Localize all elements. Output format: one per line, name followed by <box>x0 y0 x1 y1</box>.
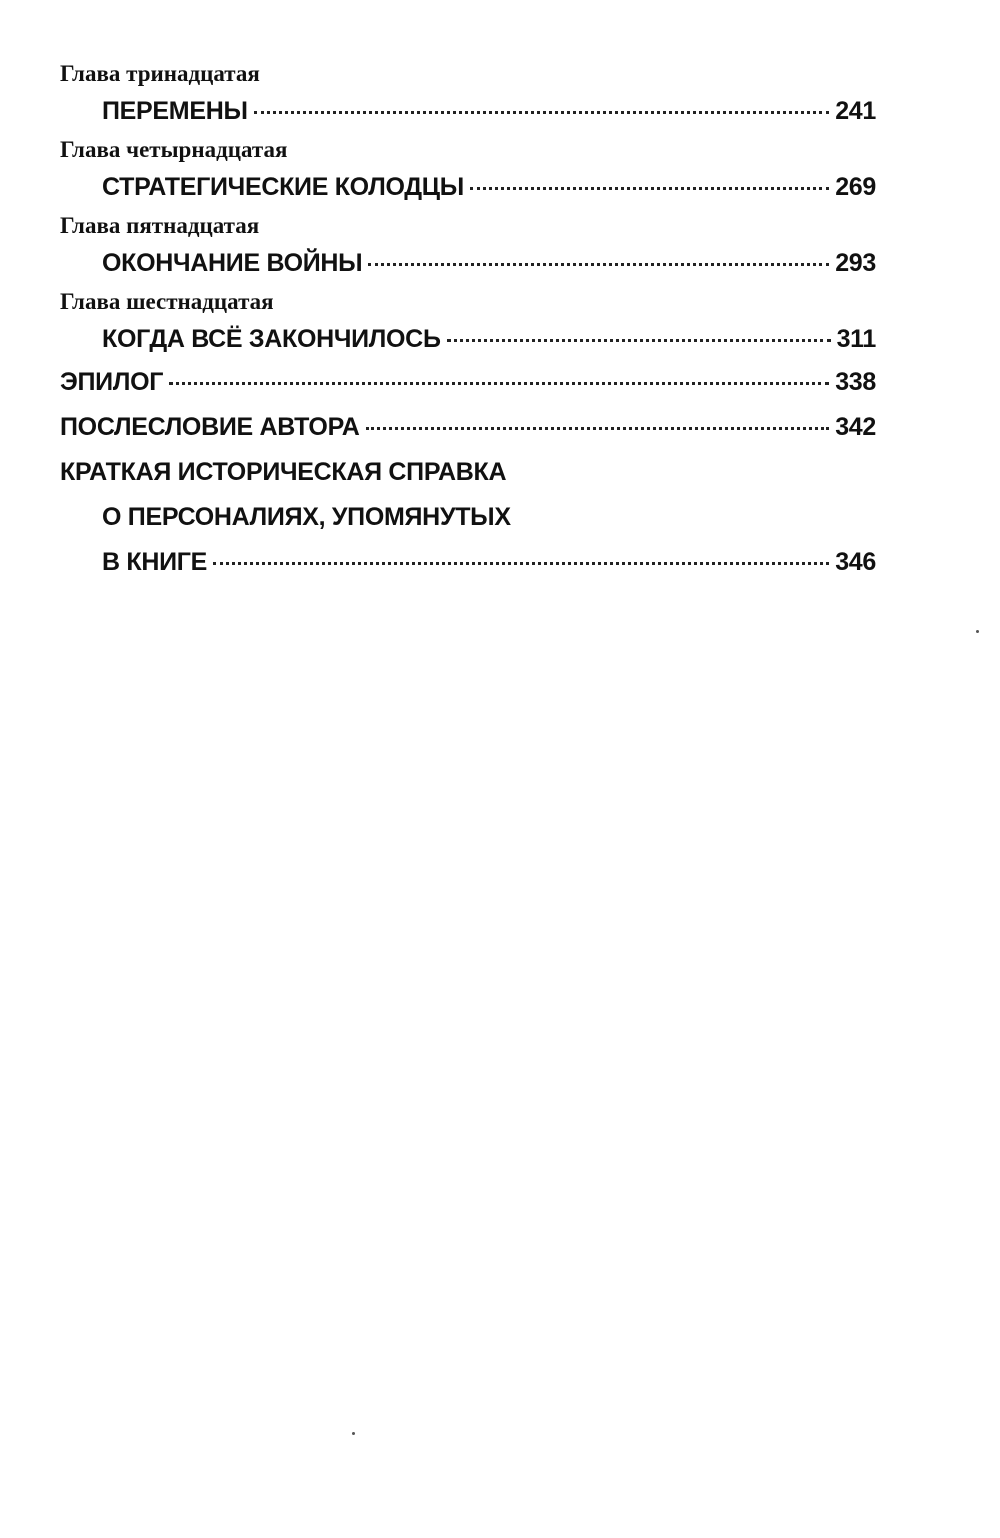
dot-leader <box>254 111 830 114</box>
toc-entry <box>60 318 876 360</box>
page-number: 342 <box>835 413 876 441</box>
toc-epilogue <box>60 360 876 405</box>
toc-chapter-14 <box>60 134 876 208</box>
page-number: 338 <box>835 368 876 396</box>
chapter-label: Глава четырнадцатая <box>60 137 288 162</box>
entry-title-line <box>60 495 876 540</box>
entry-title: КРАТКАЯ ИСТОРИЧЕСКАЯ СПРАВКА <box>60 458 507 486</box>
toc-afterword <box>60 405 876 450</box>
scan-speck <box>976 630 979 633</box>
page-number: 293 <box>835 249 876 277</box>
dot-leader <box>366 427 830 430</box>
dot-leader <box>447 339 831 342</box>
toc-reference <box>60 450 876 585</box>
dot-leader <box>368 263 829 266</box>
dot-leader <box>169 382 829 385</box>
entry-title: ПОСЛЕСЛОВИЕ АВТОРА <box>60 413 360 441</box>
page-number: 241 <box>835 97 876 125</box>
table-of-contents <box>60 58 876 585</box>
toc-chapter-13 <box>60 58 876 132</box>
toc-entry <box>60 242 876 284</box>
chapter-label: Глава шестнадцатая <box>60 289 274 314</box>
dot-leader <box>213 562 829 565</box>
page-number: 311 <box>836 325 876 353</box>
entry-title-line <box>60 450 876 495</box>
toc-chapter-16 <box>60 286 876 360</box>
scan-speck <box>352 1432 355 1435</box>
entry-title: КОГДА ВСЁ ЗАКОНЧИЛОСЬ <box>102 325 441 353</box>
page-number: 269 <box>835 173 876 201</box>
chapter-label: Глава тринадцатая <box>60 61 260 86</box>
toc-chapter-15 <box>60 210 876 284</box>
toc-entry <box>60 166 876 208</box>
page-number: 346 <box>835 548 876 576</box>
toc-entry <box>60 540 876 585</box>
entry-title: ОКОНЧАНИЕ ВОЙНЫ <box>102 249 363 277</box>
toc-entry <box>60 90 876 132</box>
entry-title: В КНИГЕ <box>102 548 208 576</box>
chapter-label: Глава пятнадцатая <box>60 213 260 238</box>
entry-title: СТРАТЕГИЧЕСКИЕ КОЛОДЦЫ <box>102 173 464 201</box>
entry-title: О ПЕРСОНАЛИЯХ, УПОМЯНУТЫХ <box>102 503 511 531</box>
dot-leader <box>470 187 829 190</box>
entry-title: ЭПИЛОГ <box>60 368 164 396</box>
entry-title: ПЕРЕМЕНЫ <box>102 97 248 125</box>
